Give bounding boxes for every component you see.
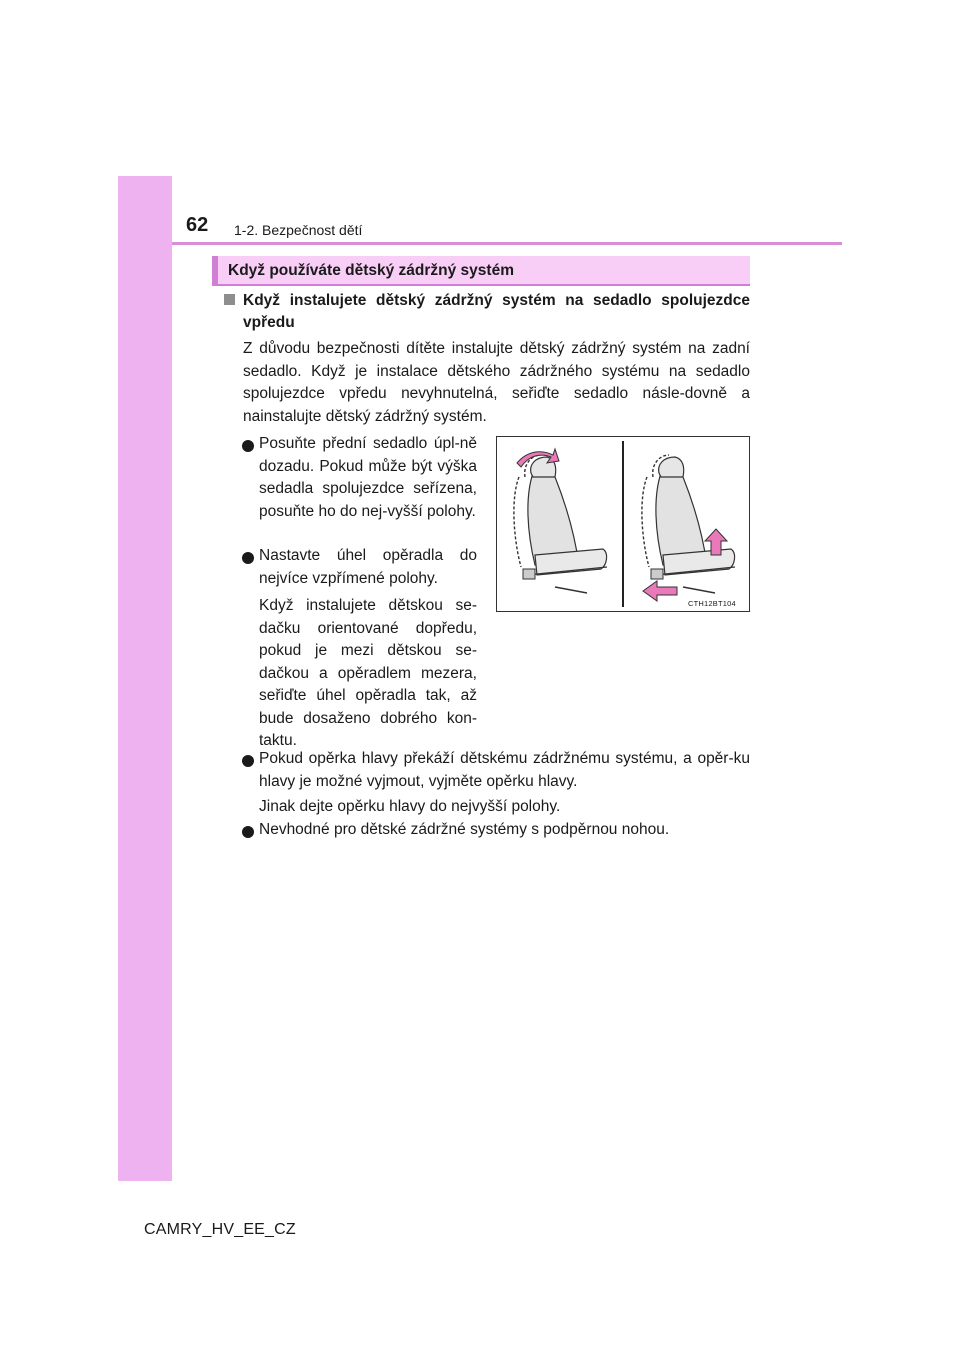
figure-code: CTH12BT104 (688, 599, 736, 608)
bullet-3-note: Jinak dejte opěrku hlavy do nejvyšší polohy. (259, 798, 561, 815)
bullet-4-text: Nevhodné pro dětské zádržné systémy s podpěrnou nohou. (259, 821, 670, 838)
bullet-icon (242, 440, 254, 452)
seat-right-icon (642, 455, 735, 601)
seat-illustration (497, 437, 749, 611)
bullet-icon (242, 552, 254, 564)
square-bullet-icon (224, 294, 235, 305)
page-number: 62 (186, 214, 209, 236)
seat-left-icon (514, 449, 607, 593)
box-title-text: Když používáte dětský zádržný systém (228, 262, 514, 279)
bullet-2-note: Když instalujete dětskou se-dačku orientované dopředu, pokud je mezi dětskou se-dačkou a opěradlem mezera, seřiďte úhel opěradla tak, až bude dosaženo dobrého kon-taktu. (259, 597, 477, 749)
bullet-3-text: Pokud opěrka hlavy překáží dětskému zádržnému systému, a opěr-ku hlavy je možné vyjmout, vyjměte opěrku hlavy. (259, 750, 750, 790)
subheading: Když instalujete dětský zádržný systém na sedadlo spolujezdce vpředu (243, 292, 750, 331)
bullet-icon (242, 826, 254, 838)
section-title: 1-2. Bezpečnost dětí (234, 222, 363, 238)
bullet-2-text: Nastavte úhel opěradla do nejvíce vzpřímené polohy. (259, 547, 477, 587)
intro-paragraph: Z důvodu bezpečnosti dítěte instalujte dětský zádržný systém na zadní sedadlo. Když je instalace dětského zádržného systému na sedadlo spolujezdce vpředu nevyhnutelná, seřiďte sedadlo násle-dovně a nainstalujte dětský zádržný systém. (243, 340, 750, 425)
seat-adjustment-figure (496, 436, 750, 612)
header-rule (172, 242, 842, 245)
side-color-band (118, 176, 172, 1181)
bullet-1-text: Posuňte přední sedadlo úpl-ně dozadu. Pokud může být výška sedadla spolujezdce seřízena, posuňte ho do nej-vyšší polohy. (259, 435, 477, 520)
box-title-underline (212, 284, 750, 286)
footer-model-code: CAMRY_HV_EE_CZ (144, 1221, 296, 1238)
bullet-icon (242, 755, 254, 767)
box-title (212, 256, 750, 284)
